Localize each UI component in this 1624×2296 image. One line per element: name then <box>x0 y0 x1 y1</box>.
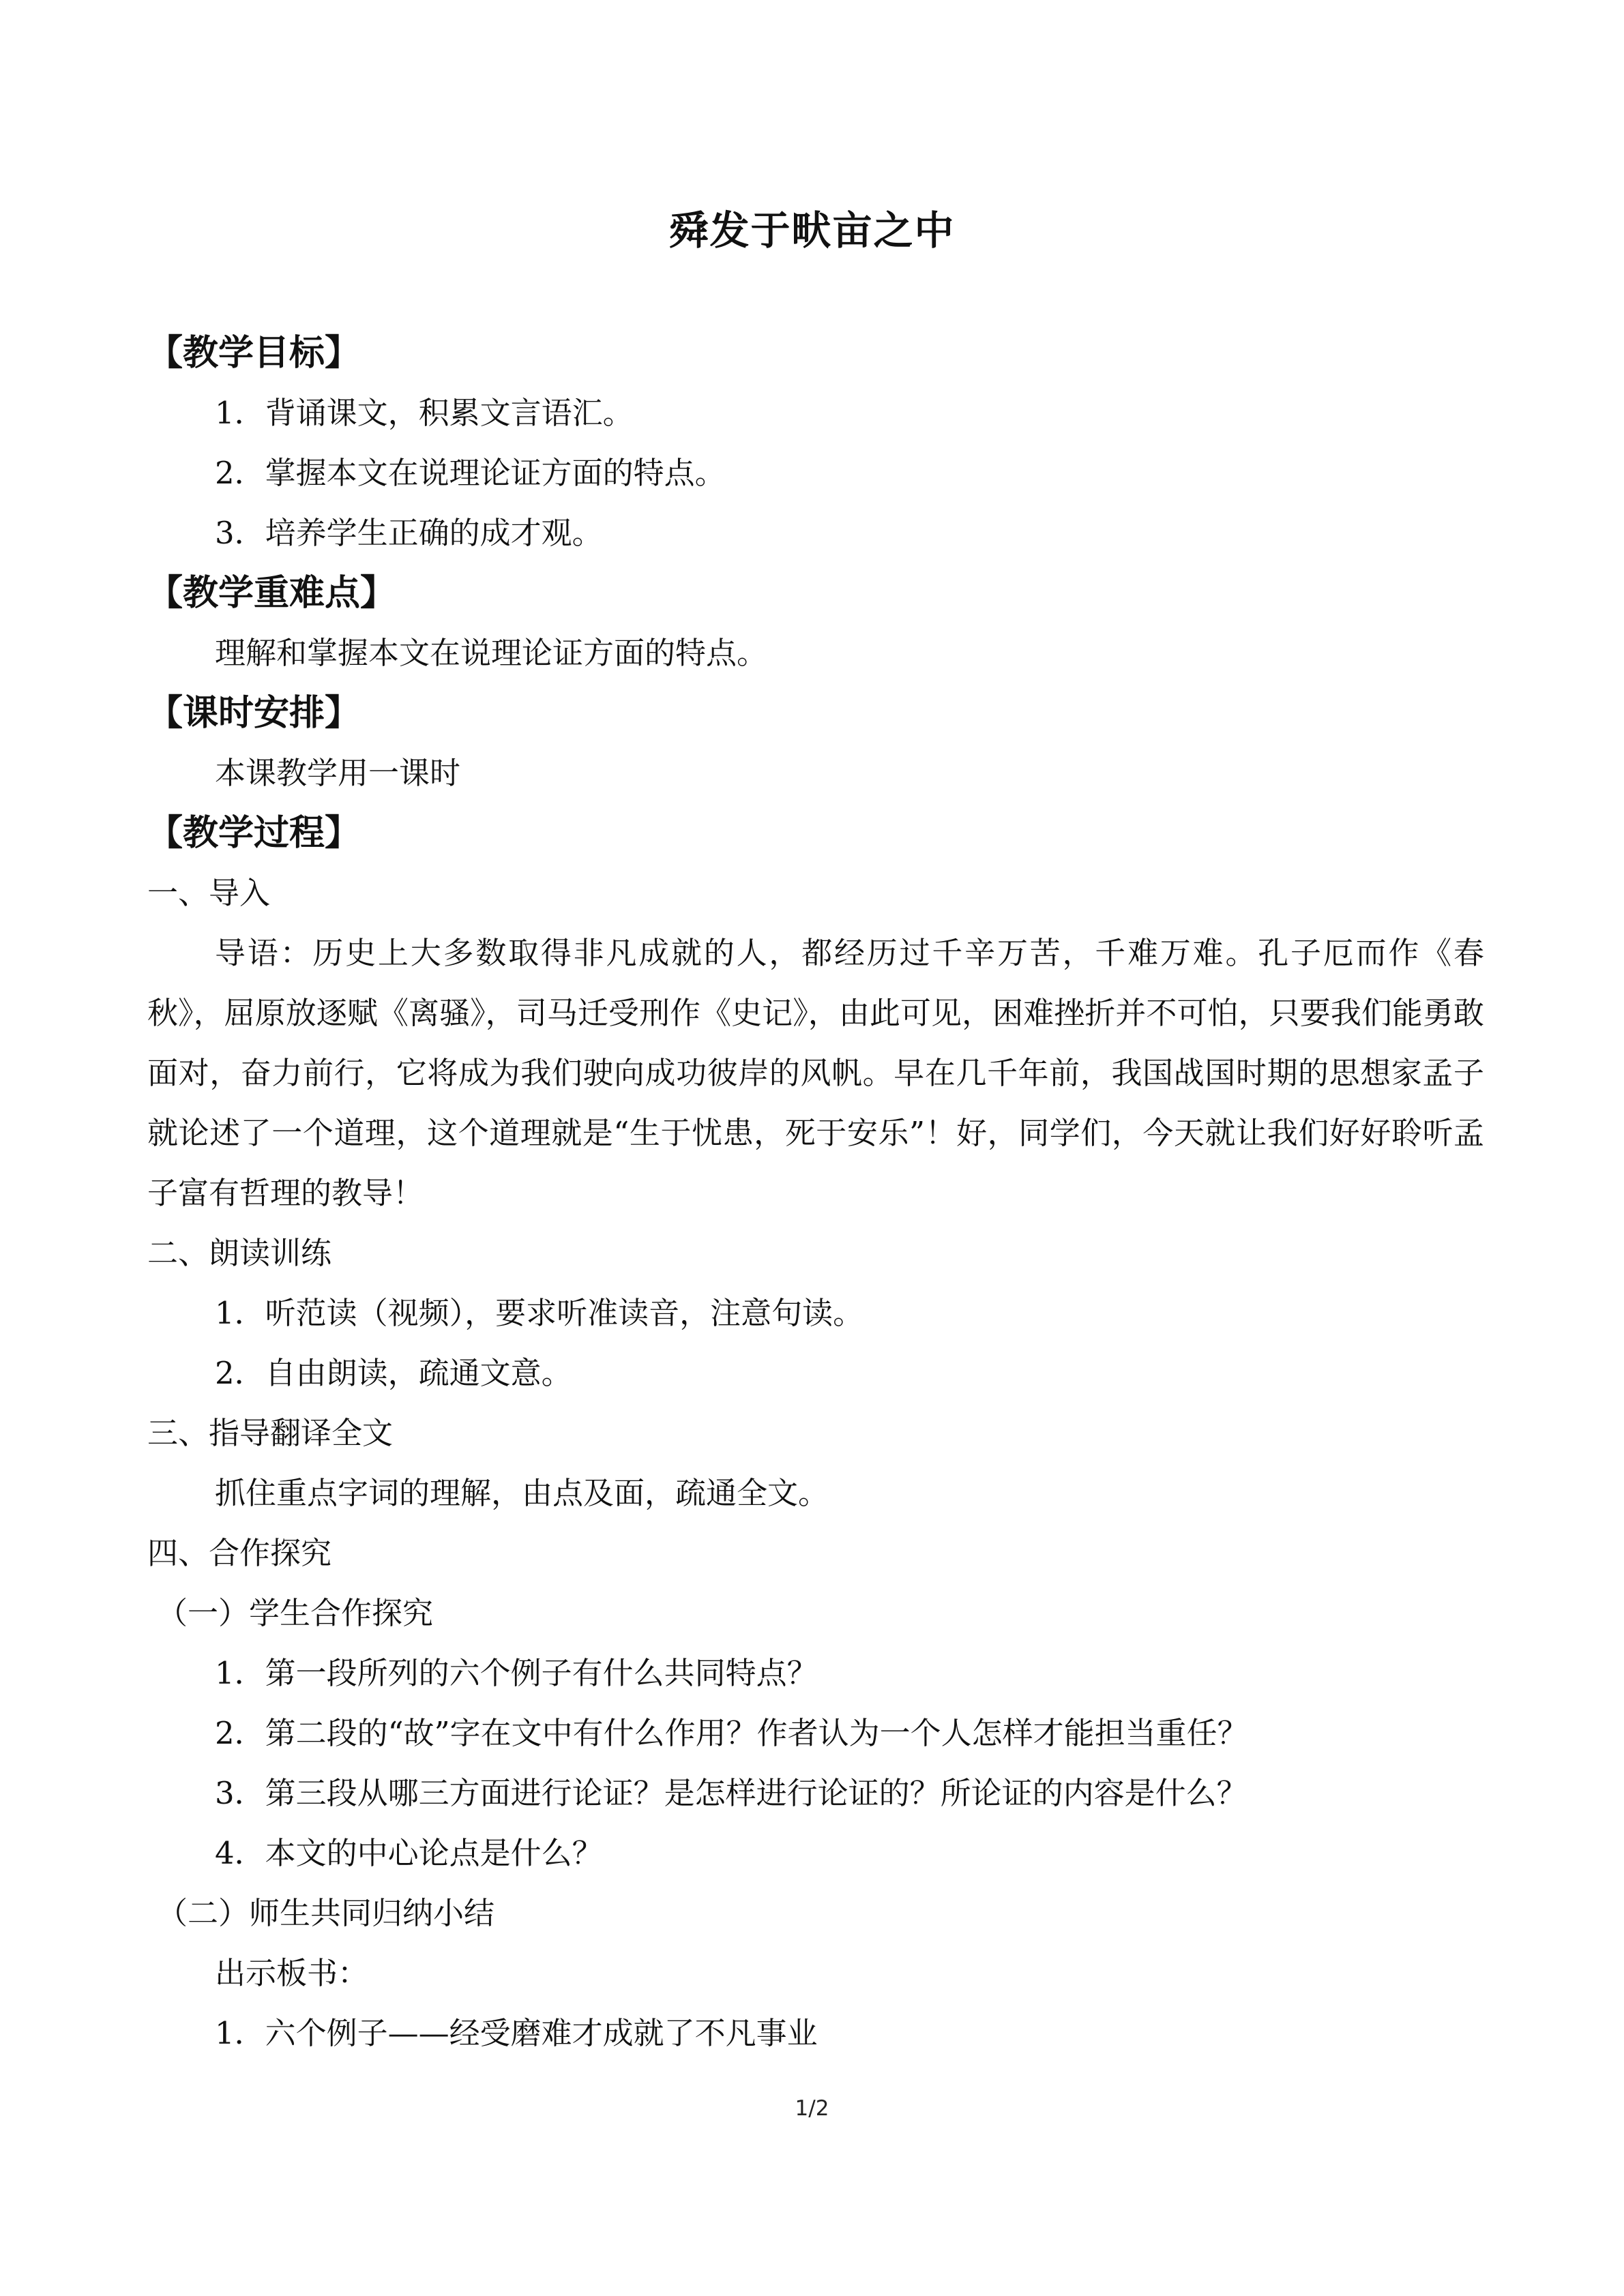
reading-item: 1．听范读（视频），要求听准读音，注意句读。 <box>215 1295 864 1331</box>
schedule-heading: 【课时安排】 <box>147 693 361 734</box>
process-heading: 【教学过程】 <box>147 813 361 854</box>
reading-heading: 二、朗读训练 <box>147 1235 332 1271</box>
inquiry-subheading: （一）学生合作探究 <box>157 1595 434 1631</box>
intro-paragraph: 导语：历史上大多数取得非凡成就的人，都经历过千辛万苦，千难万难。孔子厄而作《春秋》，屈原放逐赋《离骚》，司马迁受刑作《史记》，由此可见，困难挫折并不可怕，只要我们能勇敢面对，奋力前行，它将成为我们驶向成功彼岸的风帆。早在几千年前，我国战国时期的思想家孟子就论述了一个道理，这个道理就是“生于忧患，死于安乐”！好，同学们，今天就让我们好好聆听孟子富有哲理的教导！ <box>147 935 1484 1211</box>
objectives-heading: 【教学目标】 <box>147 333 361 374</box>
intro-heading: 一、导入 <box>147 875 271 911</box>
inquiry-heading: 四、合作探究 <box>147 1535 332 1571</box>
schedule-text: 本课教学用一课时 <box>215 755 461 791</box>
page-number: 1/2 <box>795 2096 829 2121</box>
inquiry-question: 4．本文的中心论点是什么？ <box>215 1835 603 1871</box>
inquiry-question: 3．第三段从哪三方面进行论证？是怎样进行论证的？所论证的内容是什么？ <box>215 1775 1247 1811</box>
board-item: 1．六个例子——经受磨难才成就了不凡事业 <box>215 2015 818 2051</box>
summary-subheading: （二）师生共同归纳小结 <box>157 1895 495 1931</box>
reading-item: 2．自由朗读，疏通文意。 <box>215 1355 572 1391</box>
objective-item: 3．培养学生正确的成才观。 <box>215 515 603 551</box>
inquiry-question: 1．第一段所列的六个例子有什么共同特点？ <box>215 1655 818 1691</box>
translation-heading: 三、指导翻译全文 <box>147 1415 394 1451</box>
inquiry-question: 2．第二段的“故”字在文中有什么作用？作者认为一个人怎样才能担当重任？ <box>215 1715 1248 1751</box>
objective-item: 2．掌握本文在说理论证方面的特点。 <box>215 455 726 491</box>
translation-text: 抓住重点字词的理解，由点及面，疏通全文。 <box>215 1475 829 1511</box>
document-body <box>147 323 1484 2063</box>
key-points-text: 理解和掌握本文在说理论证方面的特点。 <box>215 635 768 671</box>
key-points-heading: 【教学重难点】 <box>147 573 396 614</box>
document-title: 舜发于畎亩之中 <box>668 207 956 254</box>
board-label: 出示板书： <box>215 1955 369 1991</box>
objective-item: 1．背诵课文，积累文言语汇。 <box>215 395 634 431</box>
